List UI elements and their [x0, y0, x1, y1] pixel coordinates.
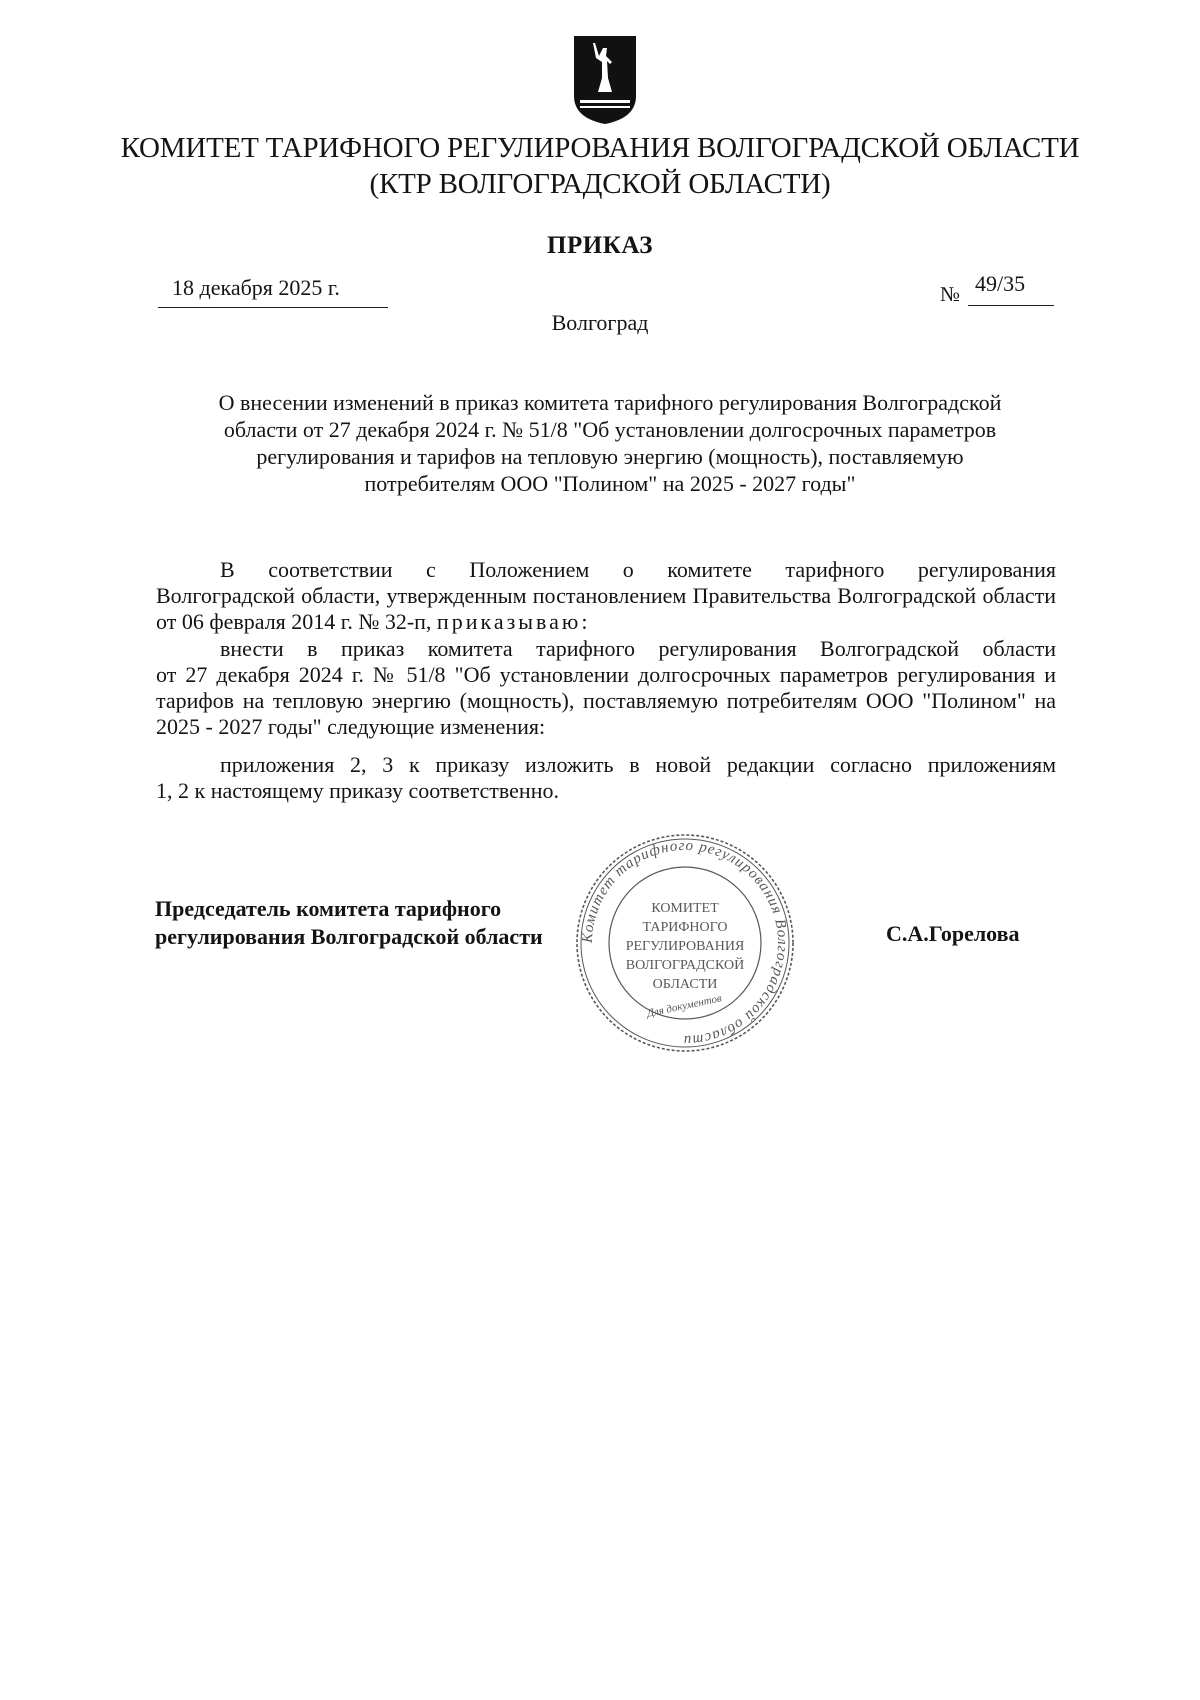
subject-line: потребителям ООО "Полином" на 2025 - 2027 годы" [364, 471, 856, 496]
document-subject [165, 389, 1055, 497]
subject-line: О внесении изменений в приказ комитета тарифного регулирования Волгоградской [218, 390, 1002, 415]
paragraph-continuation: 1, 2 к настоящему приказу соответственно. [156, 778, 559, 803]
signatory-name: С.А.Горелова [886, 921, 1020, 946]
date-underline [158, 307, 388, 308]
seal-inner-line: ТАРИФНОГО [642, 920, 728, 935]
organization-abbreviation: (КТР ВОЛГОГРАДСКОЙ ОБЛАСТИ) [369, 168, 831, 200]
paragraph-continuation [156, 583, 1056, 635]
paragraph-text: Волгоградской области, утвержденным постановлением Правительства Волгоградской области от 06 февраля 2014 г. № 32-п, [156, 583, 1056, 634]
seal-inner-line: КОМИТЕТ [651, 901, 719, 916]
subject-line: регулирования и тарифов на тепловую энергию (мощность), поставляемую [256, 444, 964, 469]
document-city: Волгоград [551, 310, 649, 335]
subject-line: области от 27 декабря 2024 г. № 51/8 "Об установлении долгосрочных параметров [223, 417, 997, 442]
seal-inner-line: РЕГУЛИРОВАНИЯ [625, 939, 745, 954]
document-number: 49/35 [975, 271, 1026, 296]
paragraph-first-line: внести в приказ комитета тарифного регулирования Волгоградской области [220, 636, 1056, 661]
document-date: 18 декабря 2025 г. [172, 275, 340, 300]
paragraph-basis [156, 557, 1056, 635]
paragraph-first-line: В соответствии с Положением о комитете тарифного регулирования [220, 557, 1056, 582]
coat-of-arms-icon [572, 34, 638, 126]
seal-bottom-text: Для документов [645, 992, 723, 1020]
paragraph-order-change [156, 636, 1056, 740]
seal-inner-line: ВОЛГОГРАДСКОЙ [625, 958, 745, 973]
colon: : [581, 609, 588, 634]
position-line: регулирования Волгоградской области [155, 924, 543, 949]
organization-name: КОМИТЕТ ТАРИФНОГО РЕГУЛИРОВАНИЯ ВОЛГОГРАДСКОЙ ОБЛАСТИ [120, 132, 1080, 164]
official-seal-icon [570, 828, 800, 1058]
document-type-title: ПРИКАЗ [547, 232, 653, 259]
position-line: Председатель комитета тарифного [155, 896, 502, 921]
order-keyword: приказываю [436, 609, 582, 634]
seal-inner-line: ОБЛАСТИ [652, 977, 718, 992]
paragraph-annexes [156, 752, 1056, 804]
seal-outer-text: Комитет тарифного регулирования Волгоградской области [579, 837, 791, 1049]
signatory-position [155, 895, 543, 951]
number-sign: № [940, 282, 961, 306]
paragraph-continuation: от 27 декабря 2024 г. № 51/8 "Об установлении долгосрочных параметров регулирования и тарифов на тепловую энергию (мощность), поставляемую потребителям ООО "Полином" на 2025 - 2027 годы" следующие изменения: [156, 662, 1056, 739]
number-underline [968, 305, 1054, 306]
paragraph-first-line: приложения 2, 3 к приказу изложить в новой редакции согласно приложениям [220, 752, 1056, 777]
